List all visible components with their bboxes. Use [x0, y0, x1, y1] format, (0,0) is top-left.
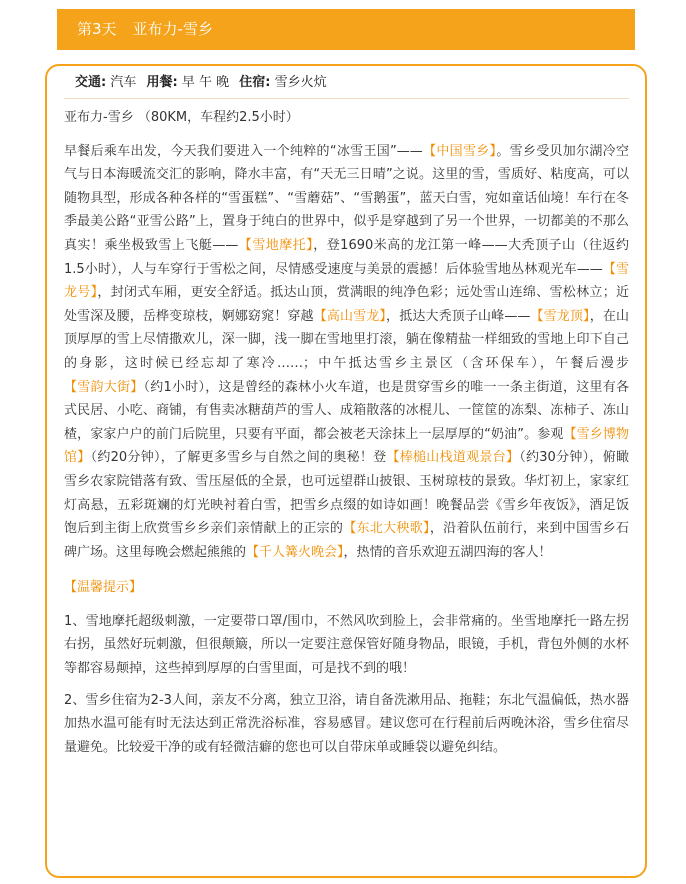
attraction-highlight: 【东北大秧歌】 — [343, 521, 430, 537]
day-number: 第3天 — [77, 20, 117, 38]
itinerary-text: （约1小时），这是曾经的森林小火车道，也是贯穿雪乡的唯一一条主街道，这里有各式民居、小吃、商铺，有售卖冰糖葫芦的雪人、成箱散落的冰棍儿、一筐筐的冻梨、冻柿子、冻山楂，家家户户的前门后院里，只要有平面，都会被老天涂抹上一层厚厚的“奶油”。参观 — [64, 379, 629, 442]
transport-label: 交通: — [75, 75, 107, 90]
itinerary-text: ，热情的音乐欢迎五湖四海的客人！ — [343, 544, 552, 560]
attraction-highlight: 【中国雪乡】 — [422, 143, 497, 159]
route-subtitle: 亚布力-雪乡 （80KM，车程约2.5小时） — [64, 110, 299, 125]
itinerary-text: ，登1690米高的龙江第一峰——大秃顶子山（往返约1.5小时），人与车穿行于雪松之间，尽情感受速度与美景的震撼！后体验雪地丛林观光车—— — [64, 237, 629, 277]
tip-paragraph: 1、雪地摩托超级刺激，一定要带口罩/围巾，不然风吹到脸上，会非常痛的。坐雪地摩托一路左拐右拐，虽然好玩刺激，但很颠簸，所以一定要注意保管好随身物品，眼镜，手机，背包外侧的水杯等都容易颠掉，这些掉到厚厚的白雪里面，可是找不到的哦！ — [64, 613, 629, 677]
attraction-highlight: 【雪乡博物馆】 — [64, 426, 629, 466]
itinerary-text: ，沿着队伍前行，来到中国雪乡石碑广场。这里每晚会燃起熊熊的 — [64, 521, 629, 560]
attraction-highlight: 【雪地摩托】 — [238, 237, 314, 253]
itinerary-text: ，在山顶厚厚的雪上尽情撒欢儿，深一脚，浅一脚在雪地里打滚，躺在像精盐一样细致的雪地上印下自己的身影，这时候已经忘却了寒冷……；中午抵达雪乡主景区（含环保车），午餐后漫步 — [64, 308, 629, 371]
attraction-highlight: 【雪韵大街】 — [64, 379, 144, 395]
attraction-highlight: 【雪龙顶】 — [530, 308, 590, 324]
attraction-highlight: 【雪龙号】 — [64, 261, 629, 301]
transport-value: 汽车 — [110, 75, 137, 90]
lodging-value: 雪乡火炕 — [274, 75, 327, 90]
day-header — [57, 9, 635, 50]
day-route: 亚布力-雪乡 — [132, 20, 213, 38]
itinerary-text: 。雪乡受贝加尔湖冷空气与日本海暖流交汇的影响，降水丰富，有“天无三日晴”之说。这里的雪，雪质好、粘度高，可以随物具型，形成各种各样的“雪蛋糕”、“雪蘑菇”、“雪鹅蛋”，蓝天白雪，宛如童话仙境！车行在冬季最美公路“亚雪公路”上，置身于纯白的世界中，似乎是穿越到了另一个世界，一切都美的不那么真实！乘坐极致雪上飞艇—— — [64, 143, 629, 253]
attraction-highlight: 【高山雪龙】 — [313, 308, 387, 324]
meals-value: 早 午 晚 — [181, 75, 230, 90]
itinerary-paragraph — [64, 140, 629, 565]
itinerary-text: ，封闭式车厢，更安全舒适。抵达山顶，赏满眼的纯净色彩；远处雪山连绵、雪松林立；近处雪深及腰，岳桦变琼枝，婀娜窈窕！穿越 — [64, 285, 629, 324]
lodging-label: 住宿: — [239, 75, 271, 90]
attraction-highlight: 【棒槌山栈道观景台】 — [386, 450, 520, 466]
attraction-highlight: 【千人篝火晚会】 — [246, 544, 344, 560]
meals-label: 用餐: — [146, 75, 178, 90]
itinerary-text: （约30分钟），俯瞰雪乡农家院错落有致、雪压屋低的全景，也可远望群山披银、玉树琼枝的景致。华灯初上，家家红灯高悬，五彩斑斓的灯光映衬着白雪，把雪乡点缀的如诗如画！晚餐品尝《雪乡年夜饭》，酒足饭饱后到主街上欣赏雪乡乡亲们亲情献上的正宗的 — [64, 450, 629, 537]
itinerary-text: ，抵达大秃顶子山峰—— — [386, 308, 531, 324]
tip-paragraph: 2、雪乡住宿为2-3人间，亲友不分离，独立卫浴，请自备洗漱用品、拖鞋；东北气温偏低，热水器加热水温可能有时无法达到正常洗浴标准，容易感冒。建议您可在行程前后两晚沐浴，雪乡住宿尽量避免。比较爱干净的或有轻微洁癖的您也可以自带床单或睡袋以避免纠结。 — [64, 692, 629, 755]
itinerary-text: 早餐后乘车出发，今天我们要进入一个纯粹的“冰雪王国”—— — [64, 143, 423, 159]
info-row — [64, 68, 629, 99]
tips-title: 【温馨提示】 — [64, 580, 143, 596]
itinerary-card — [45, 64, 647, 878]
itinerary-text: （约20分钟），了解更多雪乡与自然之间的奥秘！登 — [90, 450, 387, 466]
